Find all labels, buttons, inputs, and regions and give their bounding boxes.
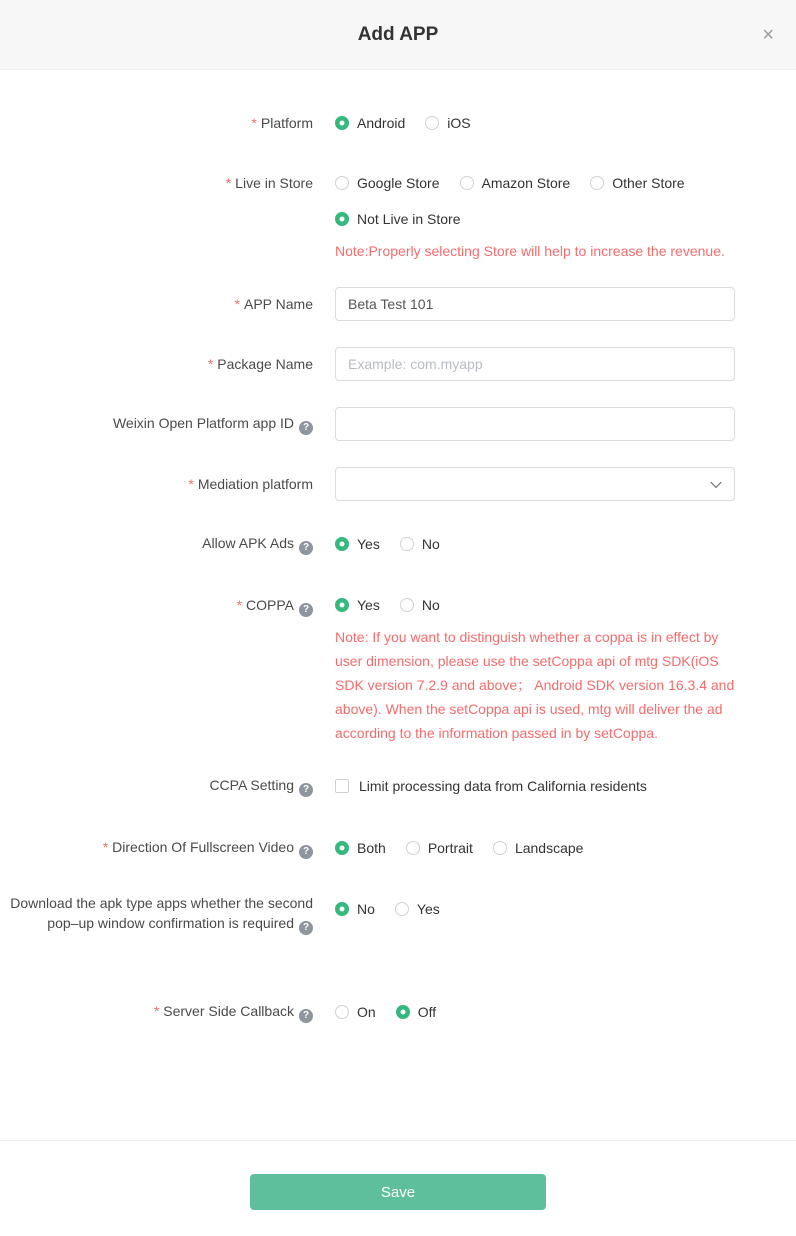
mediation-platform-control [335,467,735,501]
direction-control [335,838,735,858]
ccpa-label-text: CCPA Setting [209,777,294,793]
radio-direction-both-label: Both [357,840,386,856]
radio-allow-apk-yes[interactable] [335,536,380,552]
required-asterisk: * [188,476,194,492]
required-asterisk: * [234,296,240,312]
page-title: Add APP [357,23,439,45]
radio-amazon-store[interactable] [460,175,571,191]
radio-icon [335,176,349,190]
allow-apk-ads-radio-group [335,534,735,554]
radio-icon [493,841,507,855]
help-icon[interactable]: ? [299,845,313,859]
coppa-radio-group [335,595,735,615]
app-name-control [335,287,735,321]
weixin-app-id-label-text: Weixin Open Platform app ID [112,415,294,431]
radio-icon [335,598,349,612]
radio-ios[interactable] [425,115,470,131]
mediation-platform-select[interactable] [335,467,735,501]
weixin-app-id-control [335,407,735,441]
radio-allow-apk-no[interactable] [400,536,440,552]
coppa-note: Note: If you want to distinguish whether a coppa is in effect by user dimension, please use the setCoppa api of mtg SDK(iOS SDK version 7.2.9 and above； Android SDK version 16.3.4 and above). When the setCoppa api is used, mtg will deliver the ad according to the information passed in by setCoppa. [335,629,735,741]
radio-allow-apk-yes-label: Yes [357,536,380,552]
form-row-coppa [0,595,796,745]
direction-label-text: Direction Of Fullscreen Video [112,839,294,855]
package-name-label-text: Package Name [217,356,313,372]
help-icon[interactable]: ? [299,421,313,435]
form-row-ccpa [0,775,796,797]
save-button[interactable]: Save [250,1174,546,1210]
help-icon[interactable]: ? [299,541,313,555]
ccpa-label [0,775,313,797]
store-note: Note:Properly selecting Store will help to increase the revenue. [335,243,725,259]
server-callback-label [0,1001,313,1023]
store-radio-row-2 [335,209,735,229]
allow-apk-ads-label-text: Allow APK Ads [202,535,294,551]
server-callback-label-text: Server Side Callback [163,1003,294,1019]
radio-amazon-store-label: Amazon Store [481,175,571,191]
radio-google-store-label: Google Store [357,175,440,191]
help-icon[interactable]: ? [299,783,313,797]
mediation-platform-label [0,474,313,494]
required-asterisk: * [153,1003,160,1019]
radio-icon [335,841,349,855]
radio-icon [460,176,474,190]
add-app-form [0,70,796,1023]
form-row-allow-apk-ads [0,533,796,555]
coppa-control [335,595,735,745]
close-icon[interactable]: × [762,23,774,46]
radio-icon [396,1005,410,1019]
platform-label-text: Platform [260,115,313,131]
modal-footer [0,1140,796,1236]
app-name-input[interactable] [335,287,735,321]
radio-direction-landscape-label: Landscape [514,840,584,856]
form-row-live-in-store [0,173,796,263]
server-callback-control [335,1002,735,1022]
radio-icon [406,841,420,855]
ccpa-checkbox-label: Limit processing data from California residents [359,778,647,794]
radio-direction-portrait-label: Portrait [427,840,473,856]
radio-icon [590,176,604,190]
radio-icon [335,902,349,916]
platform-label [0,113,313,133]
radio-coppa-no[interactable] [400,597,440,613]
radio-other-store[interactable] [590,175,684,191]
radio-icon [335,1005,349,1019]
server-callback-radio-group [335,1002,735,1022]
radio-callback-on[interactable] [335,1004,376,1020]
form-row-mediation-platform [0,467,796,501]
radio-callback-on-label: On [357,1004,376,1020]
required-asterisk: * [251,115,257,131]
radio-other-store-label: Other Store [612,175,685,191]
radio-apk-confirm-no[interactable] [335,901,375,917]
required-asterisk: * [102,839,109,855]
apk-confirm-radio-group [335,899,735,919]
radio-direction-landscape[interactable] [493,840,584,856]
direction-radio-group [335,838,735,858]
radio-apk-confirm-yes-label: Yes [416,901,440,917]
form-row-direction [0,837,796,859]
form-row-app-name [0,287,796,321]
coppa-label [0,595,313,617]
chevron-down-icon [710,477,721,488]
form-row-server-callback [0,1001,796,1023]
radio-direction-both[interactable] [335,840,386,856]
live-in-store-control [335,173,735,263]
radio-ios-label: iOS [447,115,471,131]
app-name-label [0,294,313,314]
radio-icon [400,598,414,612]
package-name-label [0,354,313,374]
package-name-input[interactable] [335,347,735,381]
coppa-label-text: COPPA [246,597,294,613]
direction-label [0,837,313,859]
platform-control [335,113,735,133]
platform-radio-group [335,113,735,133]
radio-not-live-in-store[interactable] [335,211,461,227]
store-radio-row-1 [335,173,735,193]
radio-apk-confirm-yes[interactable] [395,901,440,917]
mediation-platform-label-text: Mediation platform [197,476,313,492]
weixin-app-id-label [0,413,313,435]
allow-apk-ads-control [335,534,735,554]
radio-coppa-yes[interactable] [335,597,380,613]
checkbox-icon [335,779,349,793]
radio-icon [335,116,349,130]
radio-not-live-in-store-label: Not Live in Store [357,211,461,227]
form-row-platform [0,113,796,133]
form-row-package-name [0,347,796,381]
help-icon[interactable]: ? [299,603,313,617]
radio-allow-apk-no-label: No [421,536,440,552]
radio-google-store[interactable] [335,175,440,191]
radio-icon [425,116,439,130]
help-icon[interactable]: ? [299,921,313,935]
weixin-app-id-input[interactable] [335,407,735,441]
package-name-control [335,347,735,381]
radio-android-label: Android [357,115,406,131]
apk-confirm-control [335,899,735,919]
required-asterisk: * [207,356,214,372]
radio-icon [335,212,349,226]
radio-android[interactable] [335,115,405,131]
radio-coppa-no-label: No [421,597,440,613]
radio-coppa-yes-label: Yes [357,597,380,613]
ccpa-checkbox-item[interactable] [335,776,795,796]
ccpa-control [335,776,795,796]
form-row-apk-confirm [0,893,796,935]
help-icon[interactable]: ? [299,1009,313,1023]
app-name-label-text: APP Name [244,296,313,312]
apk-confirm-label-text: Download the apk type apps whether the second pop–up window confirmation is required [10,895,313,931]
allow-apk-ads-label [0,533,313,555]
radio-direction-portrait[interactable] [406,840,473,856]
radio-apk-confirm-no-label: No [357,901,375,917]
live-in-store-label-text: Live in Store [235,175,313,191]
radio-icon [335,537,349,551]
radio-icon [395,902,409,916]
apk-confirm-label [0,893,313,935]
required-asterisk: * [236,597,243,613]
required-asterisk: * [225,175,232,191]
live-in-store-label [0,173,313,193]
radio-callback-off[interactable] [396,1004,436,1020]
radio-icon [400,537,414,551]
form-row-weixin-app-id [0,407,796,441]
radio-callback-off-label: Off [417,1004,437,1020]
modal-header [0,0,796,70]
